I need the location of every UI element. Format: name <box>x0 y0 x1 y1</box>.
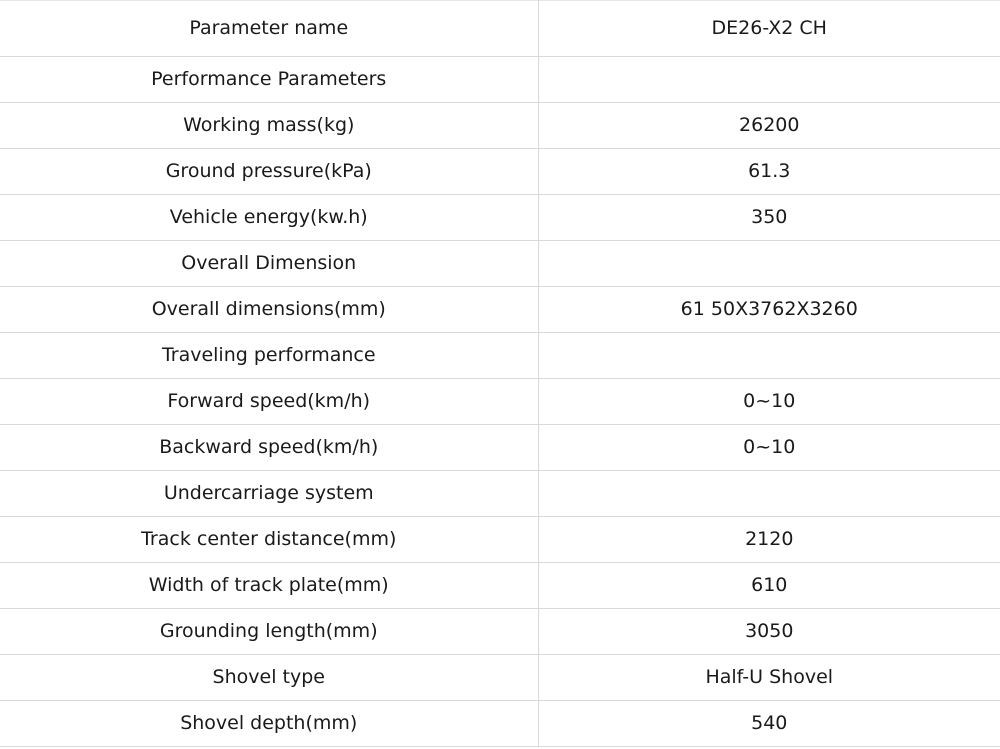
param-name-cell: Ground pressure(kPa) <box>0 149 538 195</box>
param-value-cell: 2120 <box>538 517 1000 563</box>
param-value-cell: 61.3 <box>538 149 1000 195</box>
table-row <box>0 57 1000 103</box>
table-row <box>0 701 1000 747</box>
table-row <box>0 333 1000 379</box>
param-name-cell: Vehicle energy(kw.h) <box>0 195 538 241</box>
param-value-cell: 61 50X3762X3260 <box>538 287 1000 333</box>
param-name-cell: Traveling performance <box>0 333 538 379</box>
param-name-cell: Forward speed(km/h) <box>0 379 538 425</box>
param-value-cell <box>538 57 1000 103</box>
param-name-cell: Width of track plate(mm) <box>0 563 538 609</box>
table-row <box>0 425 1000 471</box>
param-value-cell: 350 <box>538 195 1000 241</box>
param-name-cell: Working mass(kg) <box>0 103 538 149</box>
param-name-cell: Backward speed(km/h) <box>0 425 538 471</box>
param-value-cell: 0~10 <box>538 425 1000 471</box>
table-row <box>0 241 1000 287</box>
param-name-cell: Grounding length(mm) <box>0 609 538 655</box>
table-row <box>0 471 1000 517</box>
param-name-cell: Track center distance(mm) <box>0 517 538 563</box>
header-param-name: Parameter name <box>0 1 538 57</box>
param-value-cell: 0~10 <box>538 379 1000 425</box>
header-model: DE26-X2 CH <box>538 1 1000 57</box>
table-header-row <box>0 1 1000 57</box>
table-row <box>0 195 1000 241</box>
param-value-cell <box>538 333 1000 379</box>
param-name-cell: Shovel depth(mm) <box>0 701 538 747</box>
param-value-cell: 26200 <box>538 103 1000 149</box>
param-name-cell: Overall Dimension <box>0 241 538 287</box>
param-name-cell: Overall dimensions(mm) <box>0 287 538 333</box>
param-name-cell: Performance Parameters <box>0 57 538 103</box>
param-name-cell: Shovel type <box>0 655 538 701</box>
param-name-cell: Undercarriage system <box>0 471 538 517</box>
table-row <box>0 563 1000 609</box>
table-row <box>0 149 1000 195</box>
table-row <box>0 609 1000 655</box>
table-row <box>0 655 1000 701</box>
table-row <box>0 517 1000 563</box>
param-value-cell: 610 <box>538 563 1000 609</box>
param-value-cell: 3050 <box>538 609 1000 655</box>
table-row <box>0 103 1000 149</box>
param-value-cell: Half-U Shovel <box>538 655 1000 701</box>
table-row <box>0 379 1000 425</box>
param-value-cell <box>538 471 1000 517</box>
param-value-cell <box>538 241 1000 287</box>
param-value-cell: 540 <box>538 701 1000 747</box>
table-row <box>0 287 1000 333</box>
